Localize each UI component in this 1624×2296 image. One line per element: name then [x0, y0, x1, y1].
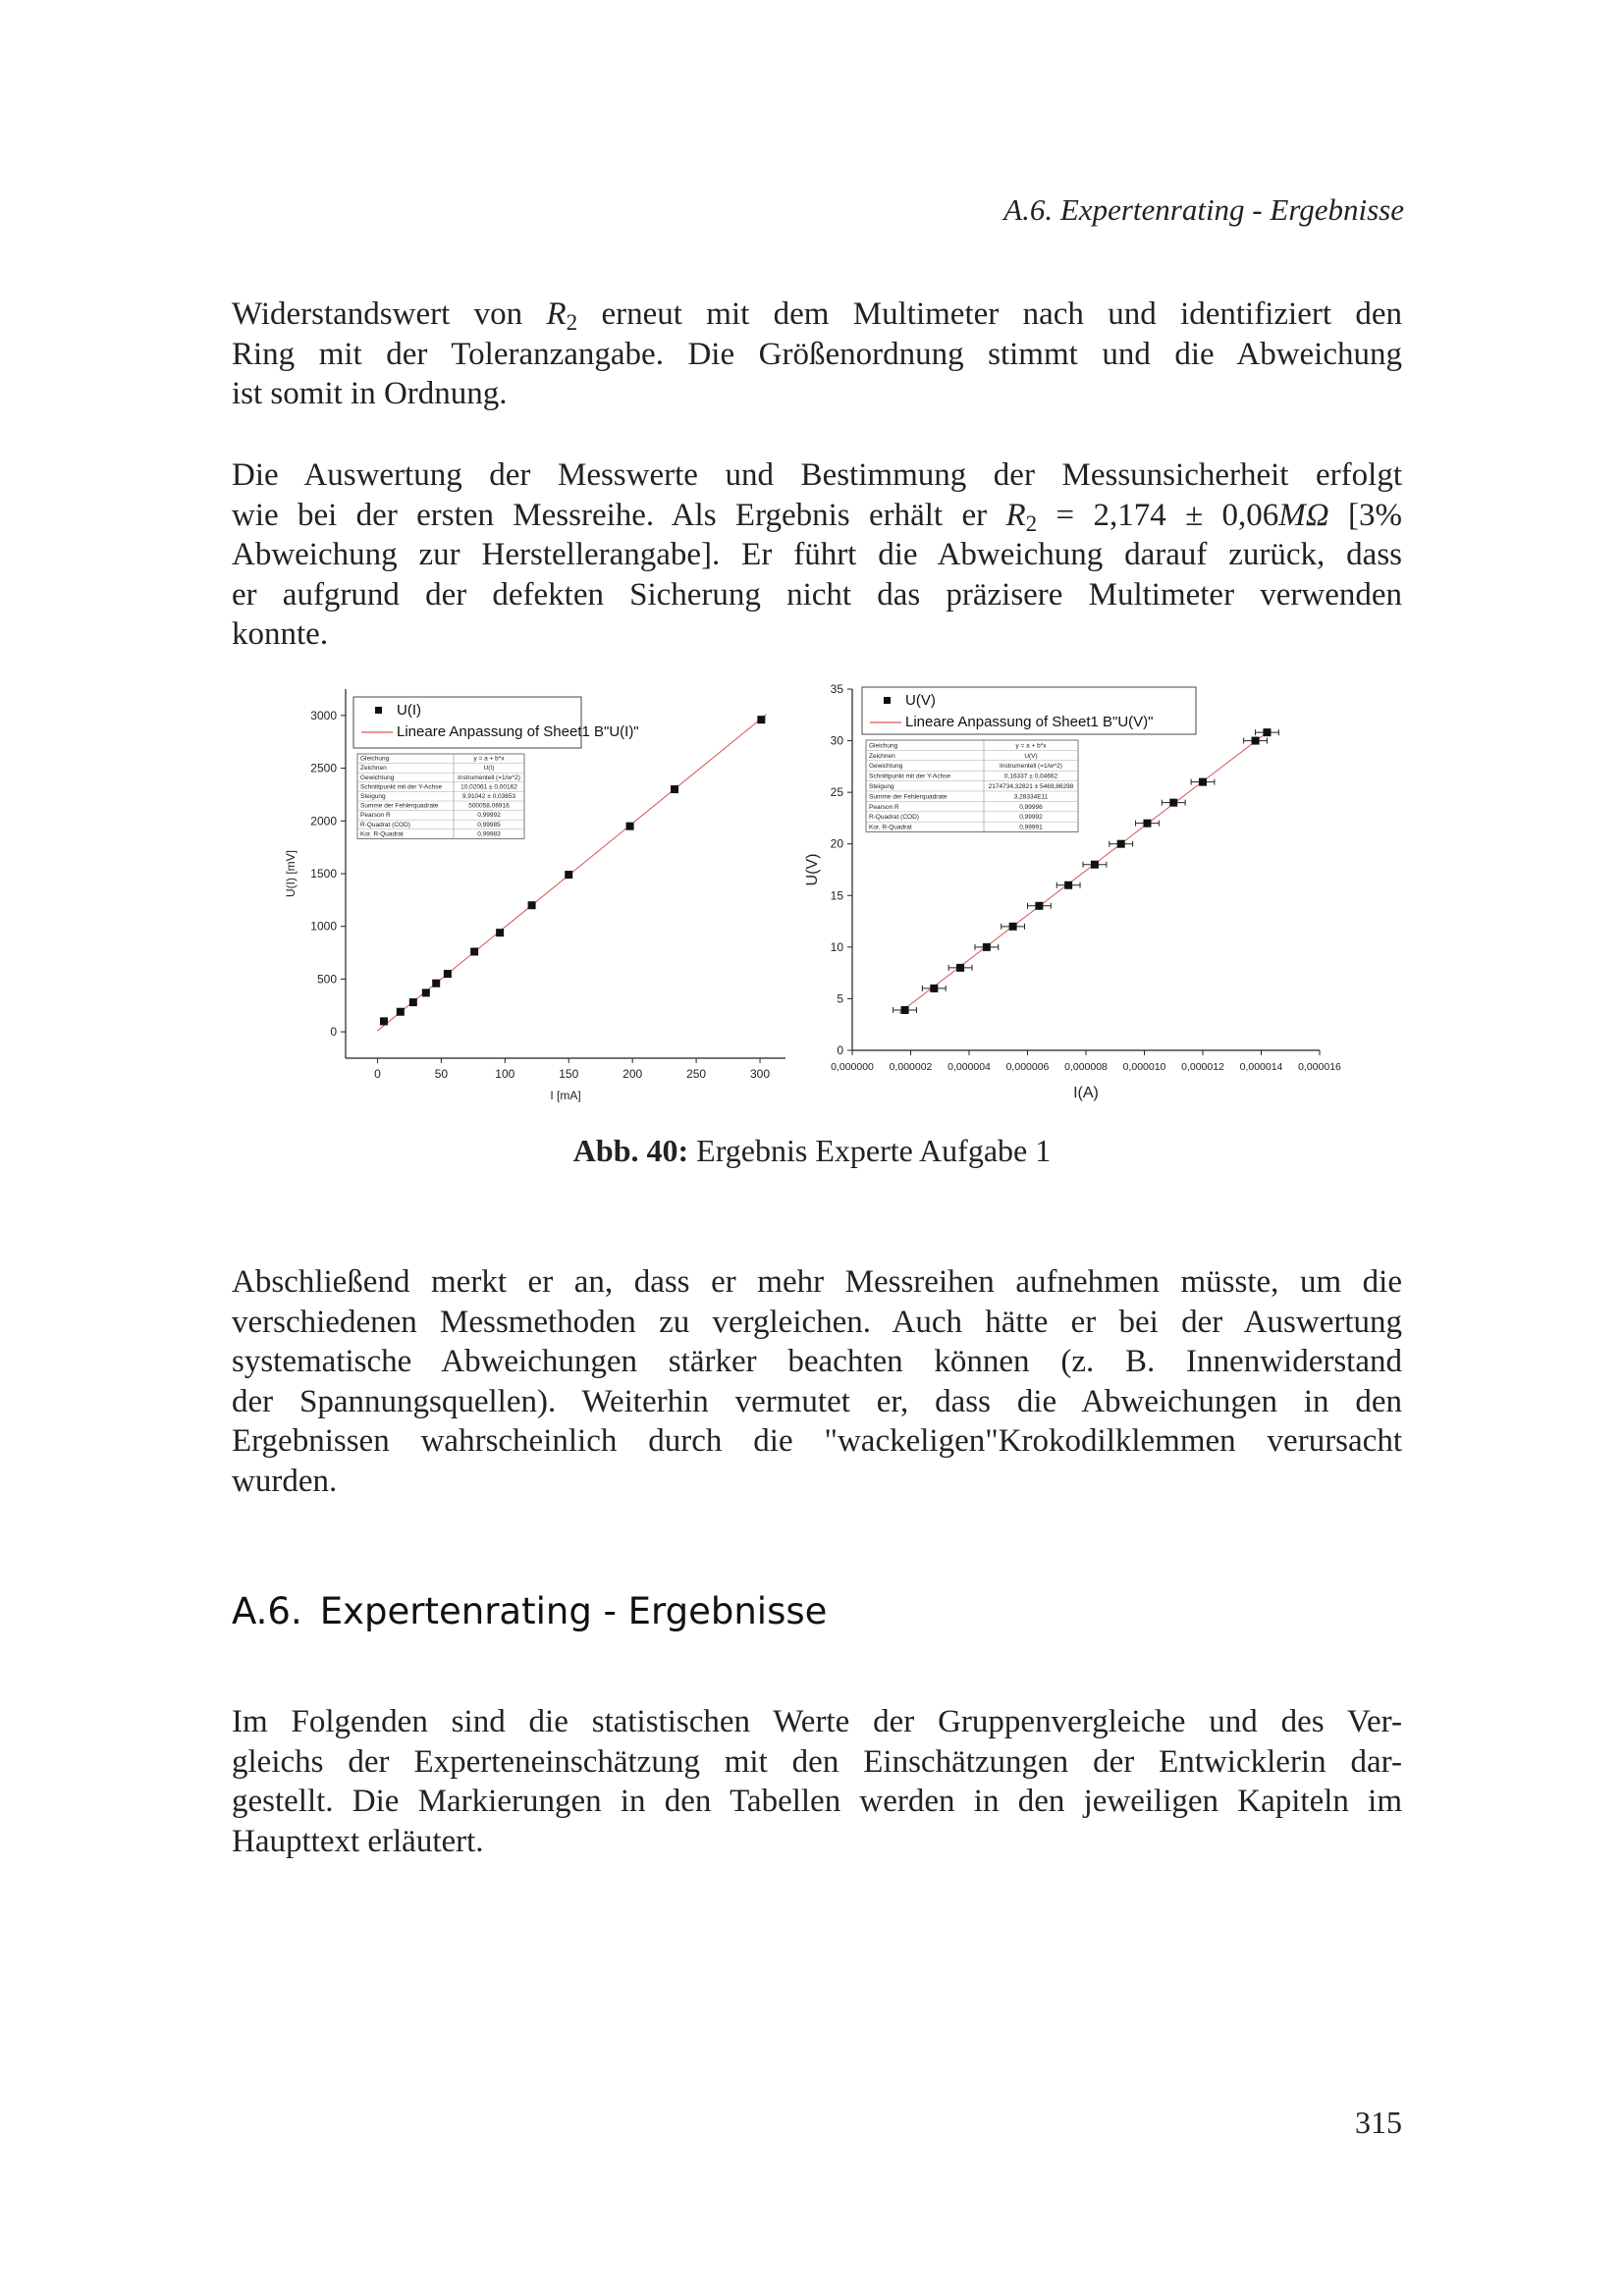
text-line: er aufgrund der defekten Sicherung nicht das präzisere Multimeter verwenden	[232, 576, 1402, 613]
text-line: Haupttext erläutert.	[232, 1823, 484, 1859]
x-tick-label: 50	[434, 1067, 449, 1081]
stats-value: 9,91042 ± 0,03653	[461, 793, 516, 800]
paragraph-1	[232, 294, 1402, 414]
stats-key: Gewichtung	[360, 774, 395, 781]
stats-key: Zeichnen	[360, 765, 387, 773]
x-tick-label: 0,000008	[1064, 1061, 1108, 1073]
text-line: wie bei der ersten Messreihe. Als Ergebnis erhält er $R_2 = 2,174 \pm 0,06M\Omega$ [3%	[232, 497, 1402, 536]
text-line: verschiedenen Messmethoden zu vergleichen. Auch hätte er bei der Auswertung	[232, 1304, 1402, 1340]
stats-value: y = a + b*x	[473, 755, 505, 763]
paragraph-3	[232, 1262, 1402, 1501]
text-line: Widerstandswert von $R_2$ erneut mit dem Multimeter nach und identifiziert den	[232, 296, 1402, 335]
text-line: der Spannungsquellen). Weiterhin vermutet er, dass die Abweichungen in den	[232, 1383, 1402, 1419]
y-tick-label: 1500	[310, 867, 337, 881]
chart-u-v	[804, 677, 1341, 1119]
stats-value: 0,99985	[477, 821, 501, 828]
stats-value: U(I)	[483, 765, 495, 773]
y-tick-label: 3000	[310, 708, 337, 722]
y-tick-label: 0	[837, 1043, 843, 1057]
y-tick-label: 35	[830, 682, 843, 696]
stats-value: U(V)	[1024, 752, 1038, 760]
x-tick-label: 200	[623, 1067, 643, 1081]
x-axis-label: I(A)	[1073, 1085, 1099, 1101]
chart-u-i	[275, 677, 805, 1119]
data-point	[626, 823, 634, 830]
y-tick-label: 10	[830, 939, 843, 954]
legend-marker	[375, 707, 382, 714]
legend-label: U(I)	[397, 702, 421, 719]
text-line: Abweichung zur Herstellerangabe]. Er führt die Abweichung darauf zurück, dass	[232, 537, 1402, 572]
data-point	[983, 943, 991, 951]
stats-key: Gewichtung	[869, 763, 903, 771]
data-point	[1252, 737, 1260, 745]
y-tick-label: 0	[330, 1025, 337, 1040]
stats-key: Pearson R	[869, 803, 899, 811]
paragraph-4	[232, 1702, 1402, 1861]
x-tick-label: 0,000012	[1181, 1061, 1224, 1073]
stats-key: R-Quadrat (COD)	[360, 821, 410, 828]
x-axis-label: I [mA]	[550, 1089, 581, 1102]
x-tick-label: 0,000014	[1239, 1061, 1283, 1073]
caption-label: Abb. 40:	[572, 1133, 689, 1168]
data-point	[1117, 840, 1125, 848]
data-point	[528, 901, 536, 909]
y-tick-label: 1000	[310, 919, 337, 934]
data-point	[380, 1017, 388, 1025]
data-point	[1263, 728, 1271, 736]
text-line: gestellt. Die Markierungen in den Tabellen werden in den jeweiligen Kapiteln im	[232, 1784, 1402, 1819]
y-tick-label: 30	[830, 733, 843, 748]
stats-key: Zeichnen	[869, 752, 895, 760]
stats-key: Summe der Fehlerquadrate	[869, 793, 947, 801]
stats-key: Summe der Fehlerquadrate	[360, 802, 439, 810]
y-axis-label: U(V)	[804, 853, 821, 886]
stats-value: 0,99992	[1019, 814, 1043, 822]
data-point	[565, 871, 572, 879]
stats-key: Gleichung	[360, 755, 390, 763]
stats-key: Steigung	[869, 783, 894, 790]
x-tick-label: 0	[374, 1067, 381, 1081]
figure-caption	[0, 1133, 1624, 1169]
y-tick-label: 500	[316, 972, 337, 987]
stats-value: 0,99983	[477, 830, 501, 838]
x-tick-label: 250	[686, 1067, 707, 1081]
text-line: konnte.	[232, 616, 329, 652]
data-point	[1091, 861, 1099, 869]
y-tick-label: 5	[837, 991, 843, 1006]
stats-value: 500058,06916	[468, 802, 510, 810]
data-point	[901, 1006, 909, 1014]
y-tick-label: 15	[830, 888, 843, 903]
stats-value: 0,99996	[1019, 803, 1043, 811]
data-point	[956, 964, 964, 972]
stats-key: Kor. R-Quadrat	[869, 824, 912, 831]
section-number: A.6.	[232, 1590, 302, 1632]
x-tick-label: 0,000010	[1122, 1061, 1166, 1073]
text-line: Ergebnissen wahrscheinlich durch die "wackeligen"Krokodilklemmen verursacht	[232, 1423, 1402, 1459]
legend-label: Lineare Anpassung of Sheet1 B"U(I)"	[397, 723, 639, 740]
text-line: Die Auswertung der Messwerte und Bestimmung der Messunsicherheit erfolgt	[232, 457, 1402, 493]
stats-value: 3,28334E11	[1013, 793, 1049, 801]
x-tick-label: 0,000006	[1005, 1061, 1050, 1073]
legend-marker	[884, 697, 891, 704]
page-number: 315	[1355, 2105, 1402, 2140]
stats-value: Instrumentell (=1/w^2)	[458, 774, 520, 781]
section-title: Expertenrating - Ergebnisse	[319, 1590, 828, 1632]
data-point	[671, 785, 678, 793]
x-tick-label: 0,000002	[889, 1061, 933, 1073]
running-header: A.6. Expertenrating - Ergebnisse	[1003, 192, 1404, 227]
text-line: Im Folgenden sind die statistischen Werte der Gruppenvergleiche und des Ver-	[232, 1704, 1402, 1739]
y-tick-label: 25	[830, 785, 843, 800]
data-point	[1199, 778, 1207, 786]
stats-value: y = a + b*x	[1015, 742, 1047, 750]
data-point	[409, 998, 417, 1006]
x-tick-label: 100	[495, 1067, 515, 1081]
stats-value: 10,02061 ± 0,00162	[460, 783, 517, 791]
text-line: gleichs der Experteneinschätzung mit den Einschätzungen der Entwicklerin dar-	[232, 1743, 1402, 1780]
caption-text: Ergebnis Experte Aufgabe 1	[688, 1133, 1052, 1168]
stats-key: Schnittpunkt mit der Y-Achse	[360, 783, 443, 791]
stats-key: Steigung	[360, 793, 386, 800]
x-tick-label: 0,000000	[831, 1061, 874, 1073]
data-point	[496, 929, 504, 936]
y-tick-label: 2000	[310, 814, 337, 828]
data-point	[1035, 902, 1043, 910]
legend-label: Lineare Anpassung of Sheet1 B"U(V)"	[905, 714, 1154, 730]
data-point	[422, 988, 430, 996]
data-point	[470, 947, 478, 955]
data-point	[397, 1008, 405, 1016]
data-point	[757, 716, 765, 723]
text-line: Abschließend merkt er an, dass er mehr Messreihen aufnehmen müsste, um die	[232, 1264, 1402, 1300]
text-line: Ring mit der Toleranzangabe. Die Größenordnung stimmt und die Abweichung	[232, 336, 1402, 372]
data-point	[1143, 820, 1151, 828]
legend-label: U(V)	[905, 692, 936, 709]
stats-value: 0,99992	[477, 812, 501, 820]
data-point	[930, 985, 938, 992]
data-point	[432, 980, 440, 988]
data-point	[1064, 881, 1072, 889]
y-axis-label: U(I) [mV]	[284, 850, 298, 897]
x-tick-label: 300	[750, 1067, 771, 1081]
text-line: wurden.	[232, 1463, 338, 1499]
y-tick-label: 20	[830, 836, 843, 851]
stats-key: Gleichung	[869, 742, 898, 750]
stats-value: 2174734,32821 ± 5469,86298	[988, 783, 1074, 790]
data-point	[1009, 923, 1017, 931]
figure-40	[275, 677, 1341, 1119]
stats-key: Kor. R-Quadrat	[360, 830, 404, 838]
stats-value: 0,99991	[1019, 824, 1043, 831]
stats-key: Schnittpunkt mit der Y-Achse	[869, 773, 951, 780]
x-tick-label: 0,000004	[947, 1061, 991, 1073]
text-line: systematische Abweichungen stärker beachten können (z. B. Innenwiderstand	[232, 1344, 1402, 1379]
x-tick-label: 0,000016	[1298, 1061, 1341, 1073]
stats-key: R-Quadrat (COD)	[869, 814, 919, 822]
x-tick-label: 150	[559, 1067, 579, 1081]
data-point	[444, 970, 452, 978]
paragraph-2	[232, 455, 1402, 655]
stats-key: Pearson R	[360, 812, 391, 820]
data-point	[1169, 799, 1177, 807]
y-tick-label: 2500	[310, 761, 337, 775]
text-line: ist somit in Ordnung.	[232, 376, 508, 411]
section-heading	[232, 1590, 827, 1632]
stats-value: 0,16337 ± 0,04662	[1003, 773, 1058, 780]
stats-value: Instrumentell (=1/w^2)	[1000, 763, 1062, 771]
legend-box	[353, 697, 581, 748]
